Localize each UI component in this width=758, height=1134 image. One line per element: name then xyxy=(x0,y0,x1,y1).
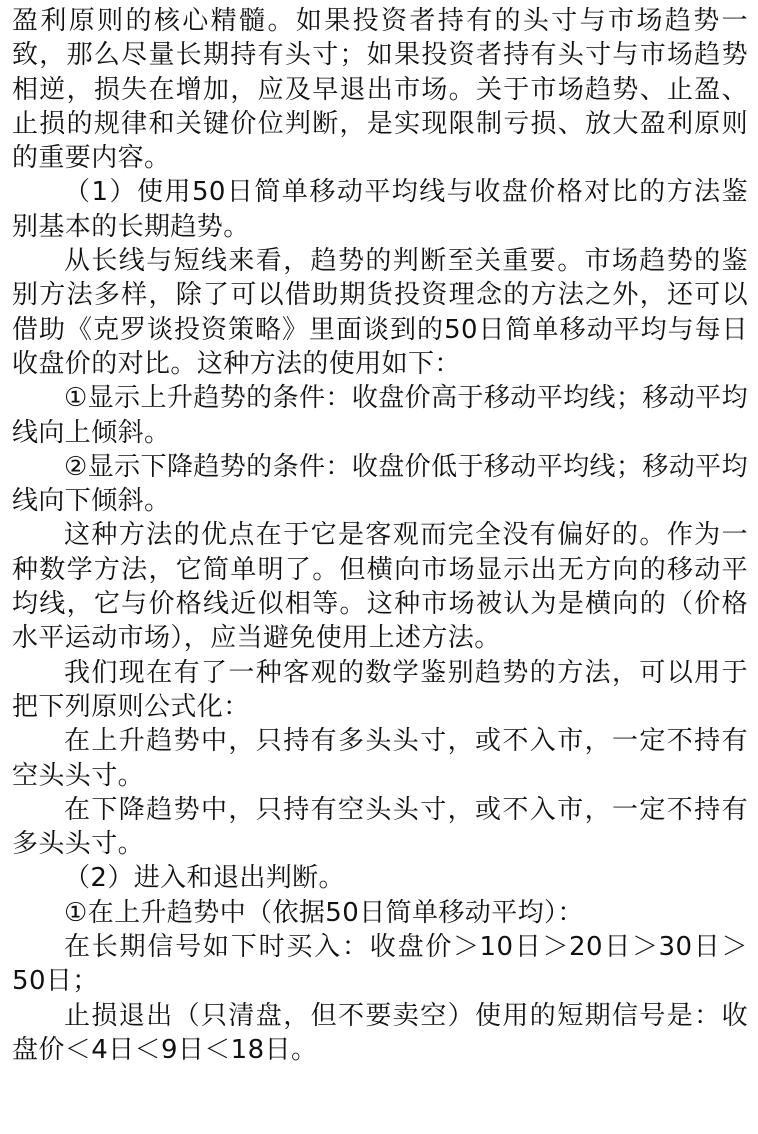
paragraph: （1）使用50日简单移动平均线与收盘价格对比的方法鉴别基本的长期趋势。 xyxy=(12,177,748,242)
paragraph: ①在上升趋势中（依据50日简单移动平均）： xyxy=(64,897,584,928)
paragraph: 盈利原则的核心精髓。如果投资者持有的头寸与市场趋势一致，那么尽量长期持有头寸；如果投资者持有头寸与市场趋势相逆，损失在增加，应及早退出市场。关于市场趋势、止盈、止损的规律和关键价位判断，是实现限制亏损、放大盈利原则的重要内容。 xyxy=(12,6,748,174)
paragraph: 在上升趋势中，只持有多头头寸，或不入市，一定不持有空头头寸。 xyxy=(12,726,748,791)
paragraph: （2）进入和退出判断。 xyxy=(64,863,345,894)
paragraph: ②显示下降趋势的条件：收盘价低于移动平均线；移动平均线向下倾斜。 xyxy=(12,451,748,517)
paragraph: 从长线与短线来看，趋势的判断至关重要。市场趋势的鉴别方法多样，除了可以借助期货投资理念的方法之外，还可以借助《克罗谈投资策略》里面谈到的50日简单移动平均与每日收盘价的对比。这种方法的使用如下： xyxy=(12,246,748,379)
paragraph: 在长期信号如下时买入：收盘价＞10日＞20日＞30日＞50日； xyxy=(12,932,748,997)
paragraph: 这种方法的优点在于它是客观而完全没有偏好的。作为一种数学方法，它简单明了。但横向市场显示出无方向的移动平均线，它与价格线近似相等。这种市场被认为是横向的（价格水平运动市场），应当避免使用上述方法。 xyxy=(12,520,748,654)
paragraph: ①显示上升趋势的条件：收盘价高于移动平均线；移动平均线向上倾斜。 xyxy=(12,383,748,448)
paragraph: 在下降趋势中，只持有空头头寸，或不入市，一定不持有多头头寸。 xyxy=(12,794,748,860)
paragraph: 我们现在有了一种客观的数学鉴别趋势的方法，可以用于把下列原则公式化： xyxy=(12,657,748,722)
paragraph: 止损退出（只清盘，但不要卖空）使用的短期信号是：收盘价＜4日＜9日＜18日。 xyxy=(12,1000,748,1065)
